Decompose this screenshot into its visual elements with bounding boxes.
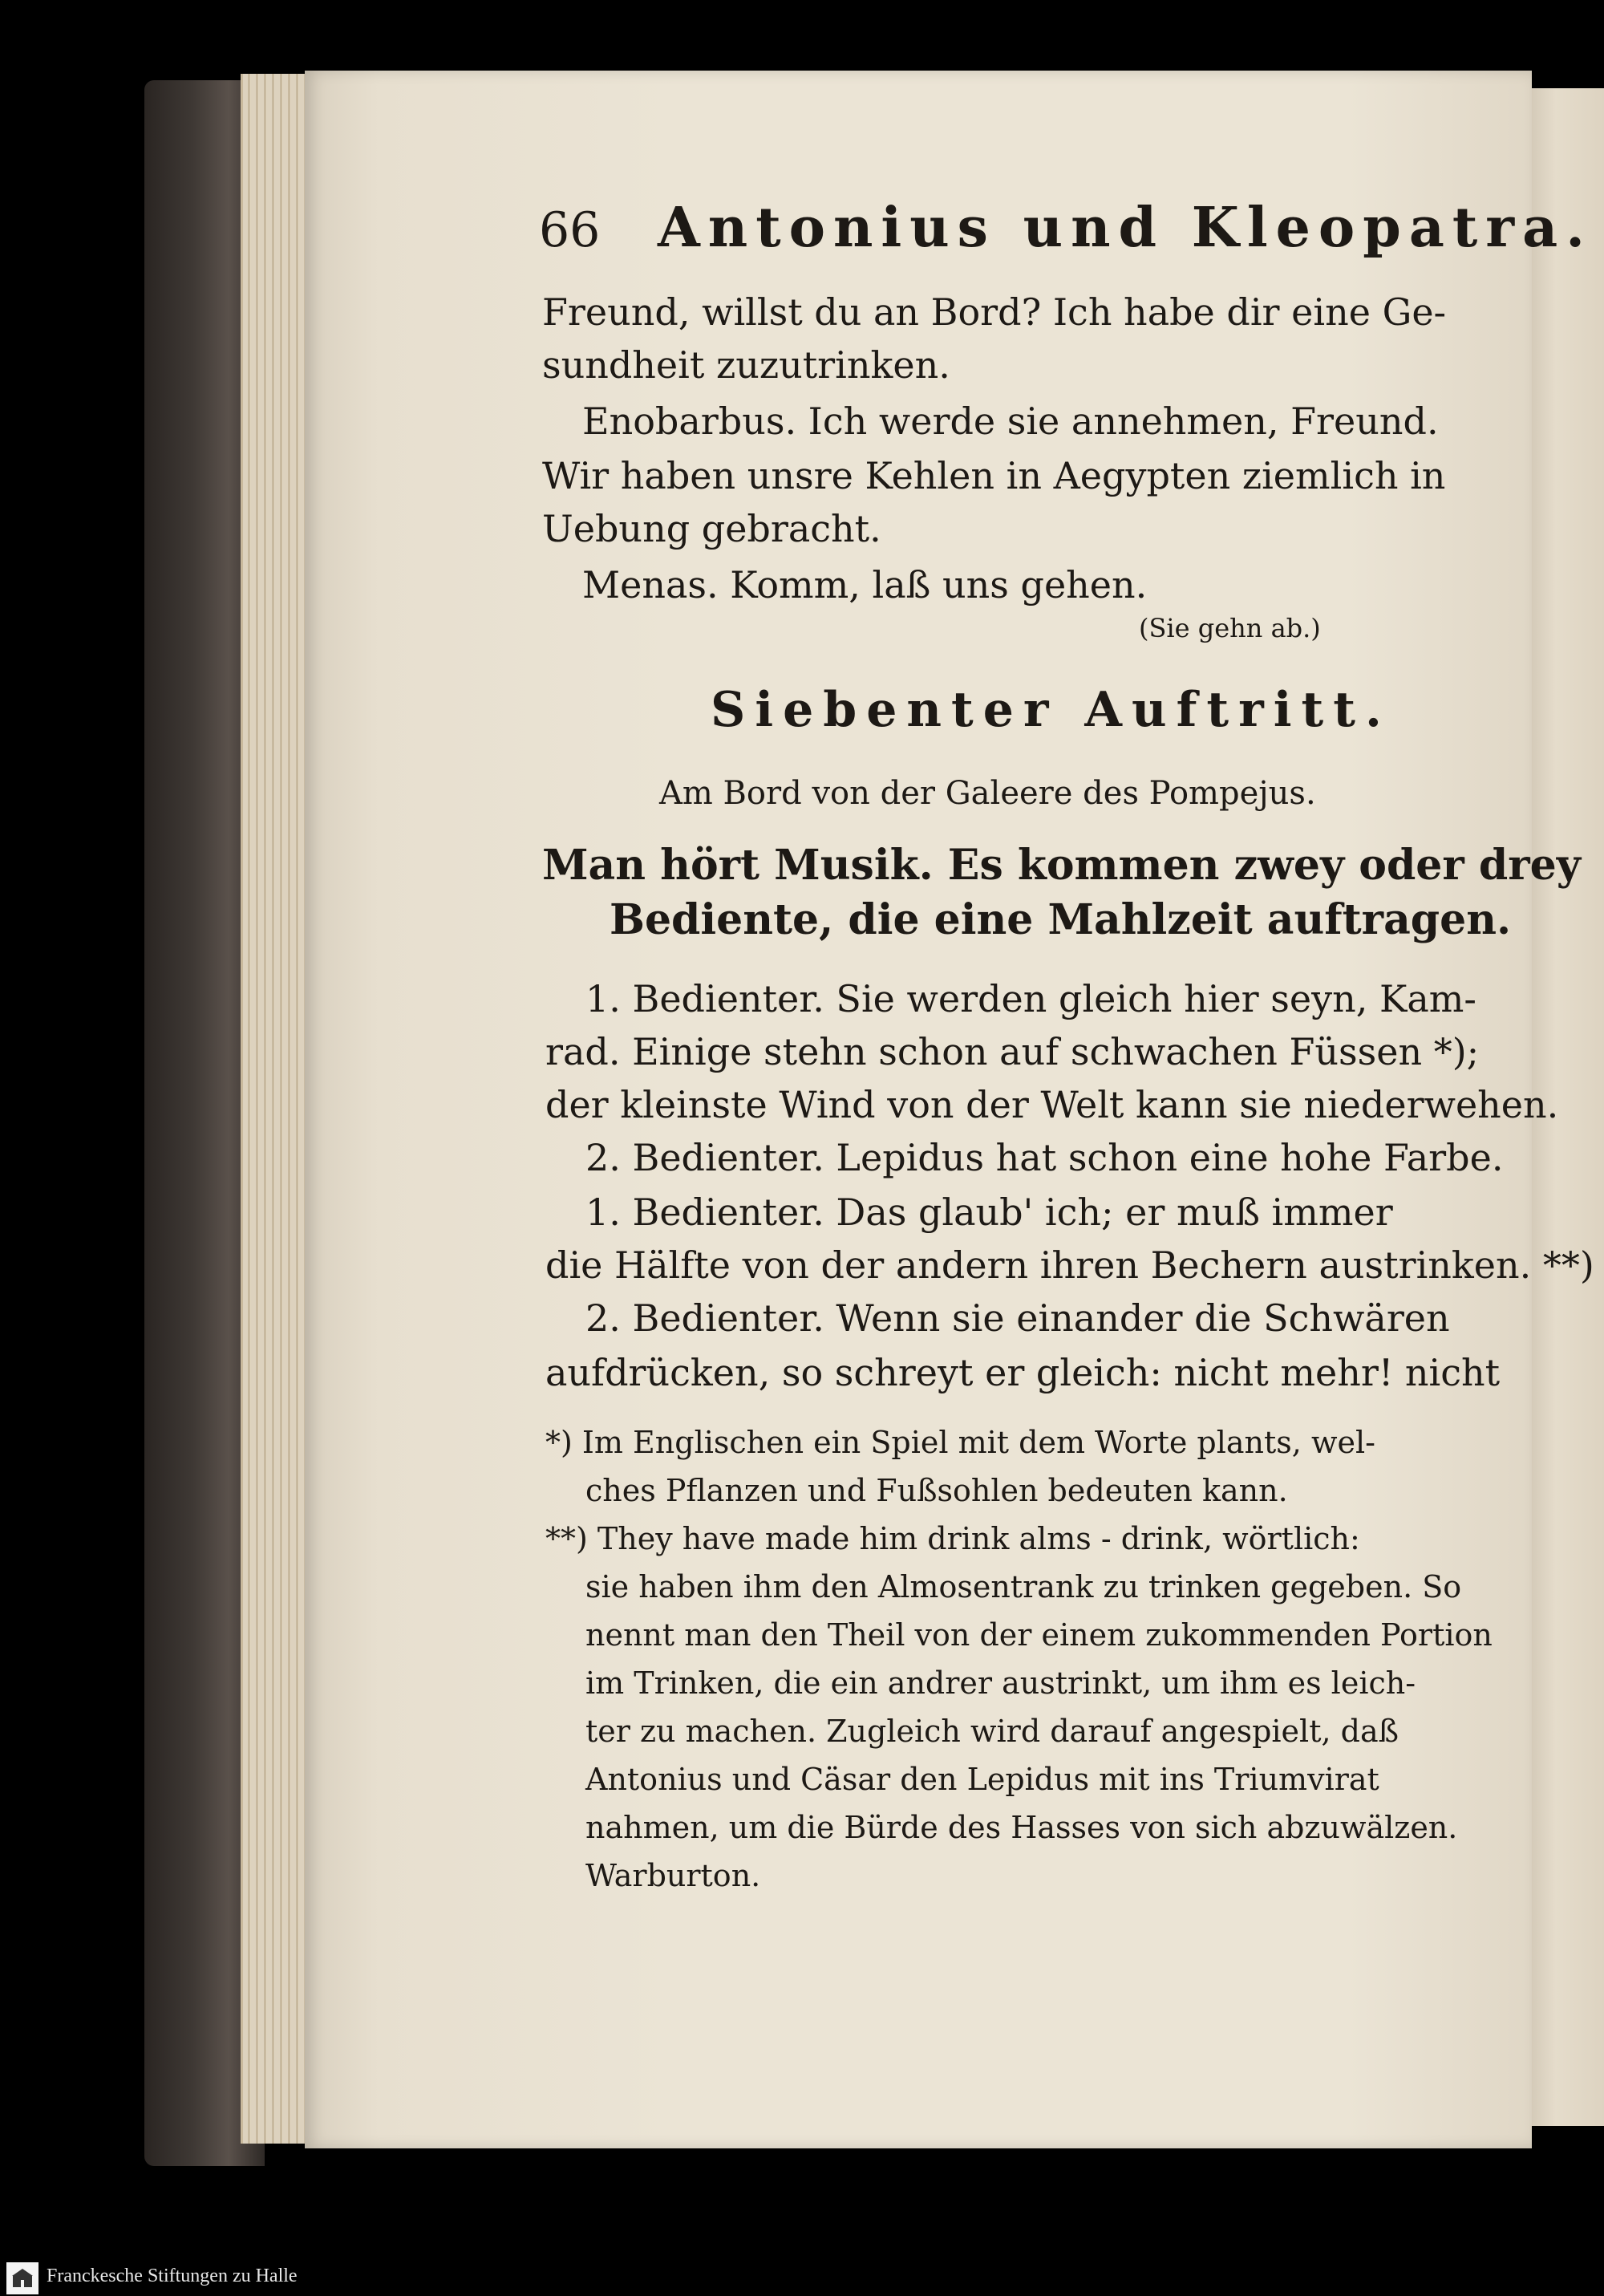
dialogue-line: 1. Bedienter. Sie werden gleich hier seyn, Kam- bbox=[585, 977, 1476, 1020]
footnote-line: ter zu machen. Zugleich wird darauf angespielt, daß bbox=[585, 1714, 1399, 1749]
stage-direction: Man hört Musik. Es kommen zwey oder drey bbox=[542, 841, 1581, 890]
footnote-line: sie haben ihm den Almosentrank zu trinken gegeben. So bbox=[585, 1569, 1462, 1604]
footnote-line: nahmen, um die Bürde des Hasses von sich abzuwälzen. bbox=[585, 1810, 1458, 1845]
footnote-line: Warburton. bbox=[585, 1858, 761, 1893]
footnote-line: ches Pflanzen und Fußsohlen bedeuten kann. bbox=[585, 1473, 1288, 1508]
stage-direction: Bediente, die eine Mahlzeit auftragen. bbox=[610, 895, 1512, 944]
footer-bar bbox=[0, 2257, 1604, 2296]
text-line: sundheit zuzutrinken. bbox=[542, 343, 950, 387]
text-line: Uebung gebracht. bbox=[542, 507, 881, 550]
dialogue-line: 1. Bedienter. Das glaub' ich; er muß immer bbox=[585, 1191, 1393, 1234]
text-line: Freund, willst du an Bord? Ich habe dir eine Ge- bbox=[542, 290, 1447, 334]
institution-logo-icon bbox=[6, 2262, 38, 2294]
footnote-line: Antonius und Cäsar den Lepidus mit ins Triumvirat bbox=[585, 1762, 1379, 1797]
dialogue-line: die Hälfte von der andern ihren Bechern austrinken. **) bbox=[545, 1243, 1594, 1287]
footnote-line: **) They have made him drink alms - drink, wörtlich: bbox=[545, 1521, 1360, 1556]
dialogue-line: 2. Bedienter. Wenn sie einander die Schwären bbox=[585, 1296, 1450, 1340]
running-title: Antonius und Kleopatra. bbox=[658, 196, 1593, 260]
text-line: Wir haben unsre Kehlen in Aegypten ziemlich in bbox=[542, 454, 1446, 497]
dialogue-line: rad. Einige stehn schon auf schwachen Füssen *); bbox=[545, 1030, 1480, 1073]
stage-direction-exit: (Sie gehn ab.) bbox=[1139, 613, 1321, 643]
dialogue-line: der kleinste Wind von der Welt kann sie niederwehen. bbox=[545, 1083, 1559, 1126]
dialogue-line: 2. Bedienter. Lepidus hat schon eine hohe Farbe. bbox=[585, 1136, 1504, 1179]
page-number: 66 bbox=[539, 202, 601, 258]
footnote-line: im Trinken, die ein andrer austrinkt, um ihm es leich- bbox=[585, 1665, 1416, 1701]
scene-title: Siebenter Auftritt. bbox=[711, 682, 1391, 738]
footnote-line: nennt man den Theil von der einem zukommenden Portion bbox=[585, 1617, 1493, 1653]
scene-setting: Am Bord von der Galeere des Pompejus. bbox=[659, 775, 1316, 812]
text-line: Menas. Komm, laß uns gehen. bbox=[582, 563, 1148, 606]
dialogue-line: aufdrücken, so schreyt er gleich: nicht mehr! nicht bbox=[545, 1351, 1501, 1394]
institution-name: Franckesche Stiftungen zu Halle bbox=[47, 2266, 298, 2286]
footnote-line: *) Im Englischen ein Spiel mit dem Worte plants, wel- bbox=[545, 1425, 1375, 1460]
text-line: Enobarbus. Ich werde sie annehmen, Freund. bbox=[582, 400, 1439, 443]
